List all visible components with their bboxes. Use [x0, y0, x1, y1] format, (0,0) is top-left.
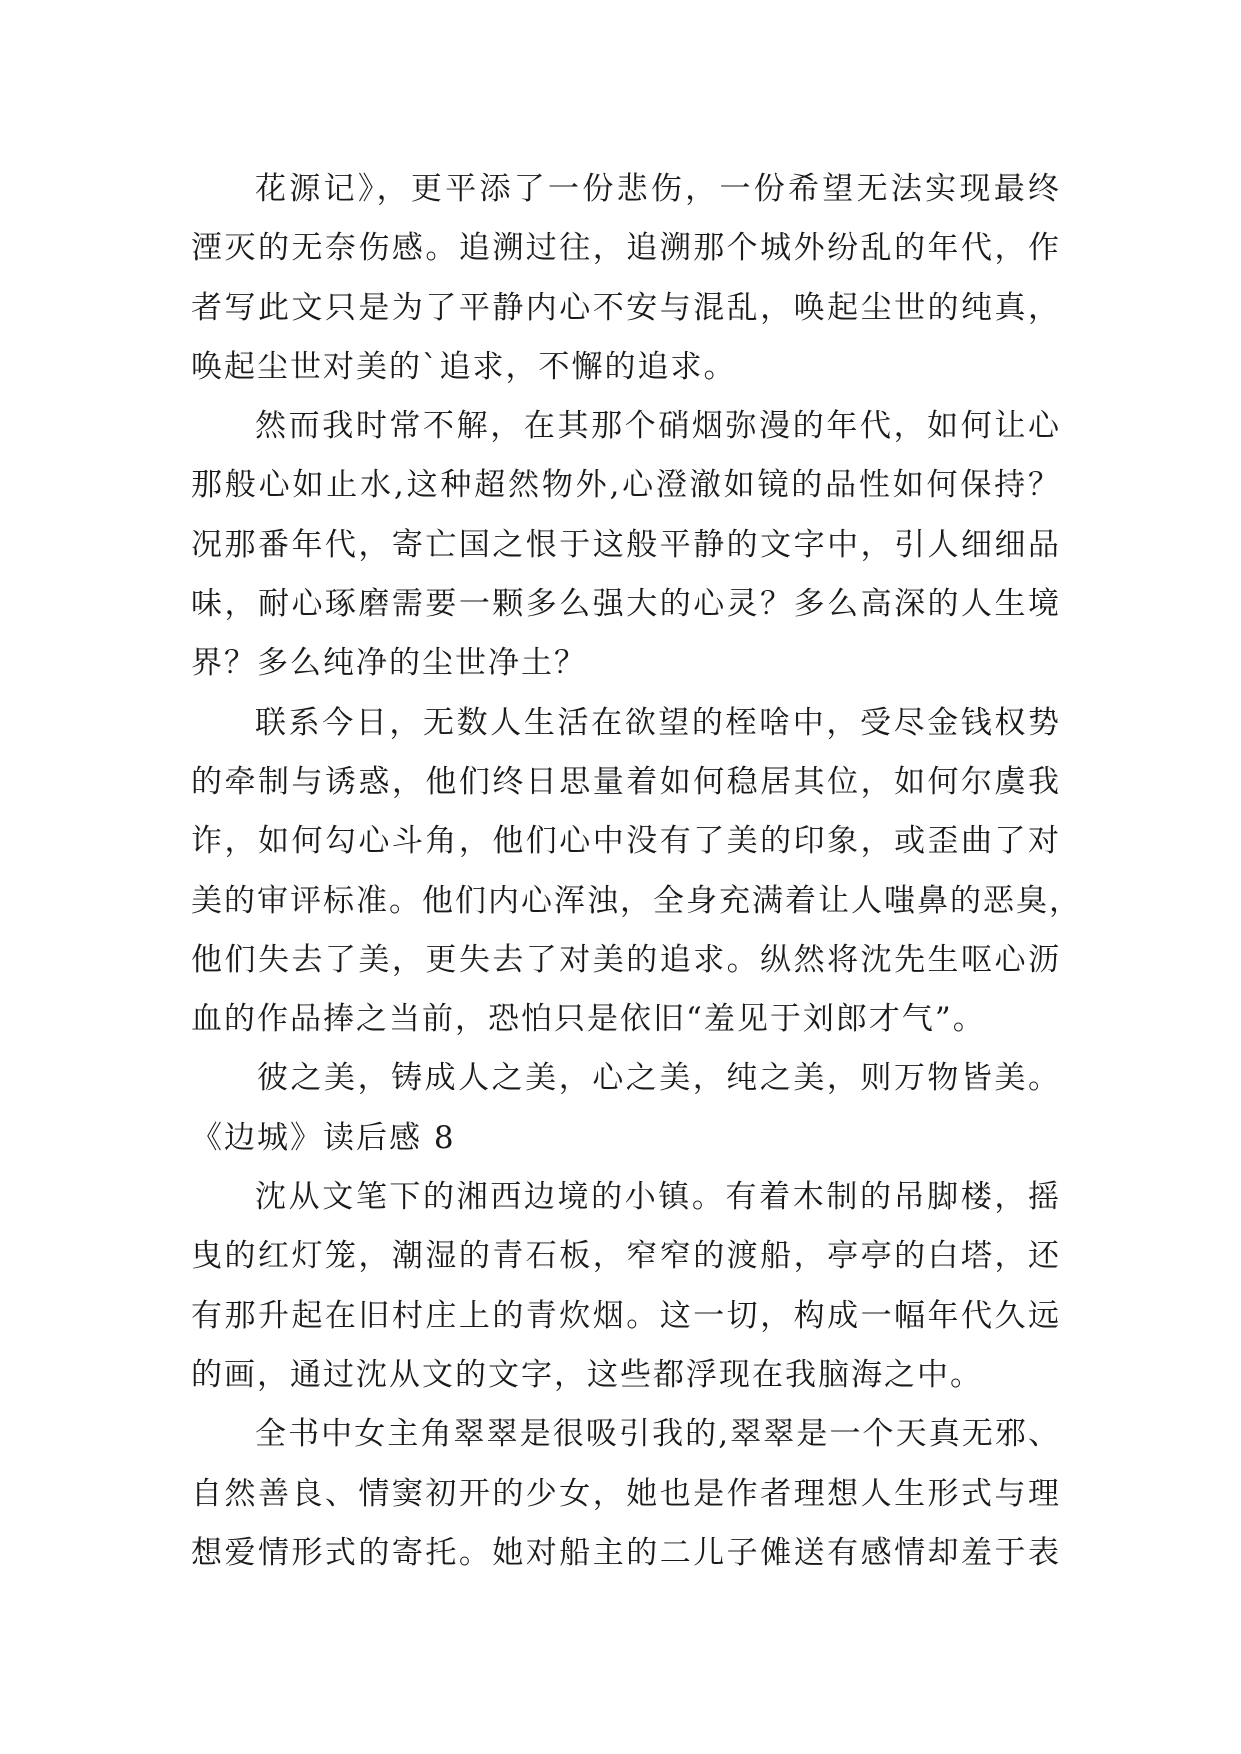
text-line: 曳的红灯笼，潮湿的青石板，窄窄的渡船，亭亭的白塔，还 — [191, 1238, 1061, 1275]
text-line: 况那番年代，寄亡国之恨于这般平静的文字中，引人细细品 — [191, 526, 1061, 563]
text-line: 美的审评标准。他们内心浑浊，全身充满着让人嗤鼻的恶臭， — [191, 882, 1082, 919]
paragraph-first-line: 沈从文笔下的湘西边境的小镇。有着木制的吊脚楼，摇 — [255, 1179, 1061, 1216]
document-body — [191, 160, 1082, 1583]
text-line: 的牵制与诱惑，他们终日思量着如何稳居其位，如何尔虞我 — [191, 763, 1061, 800]
text-line: 诈，如何勾心斗角，他们心中没有了美的印象，或歪曲了对 — [191, 823, 1061, 860]
text-line: 味，耐心琢磨需要一颗多么强大的心灵？多么高深的人生境 — [191, 586, 1061, 623]
text-line: 想爱情形式的寄托。她对船主的二儿子傩送有感情却羞于表 — [191, 1534, 1061, 1571]
paragraph-first-line: 全书中女主角翠翠是很吸引我的,翠翠是一个天真无邪、 — [255, 1416, 1061, 1453]
text-line: 他们失去了美，更失去了对美的追求。纵然将沈先生呕心沥 — [191, 941, 1061, 978]
text-line: 唤起尘世对美的`追求，不懈的追求。 — [191, 348, 737, 385]
paragraph-first-line: 彼之美，铸成人之美，心之美，纯之美，则万物皆美。 — [257, 1060, 1061, 1097]
text-line: 的画，通过沈从文的文字，这些都浮现在我脑海之中。 — [191, 1356, 983, 1393]
paragraph-first-line: 然而我时常不解，在其那个硝烟弥漫的年代，如何让心 — [255, 408, 1061, 445]
text-line: 湮灭的无奈伤感。追溯过往，追溯那个城外纷乱的年代，作 — [191, 230, 1061, 267]
text-line: 者写此文只是为了平静内心不安与混乱，唤起尘世的纯真， — [191, 289, 1061, 326]
text-line: 那般心如止水,这种超然物外,心澄澈如镜的品性如何保持？ — [191, 467, 1061, 504]
paragraph-first-line: 联系今日，无数人生活在欲望的桎啥中，受尽金钱权势 — [255, 704, 1061, 741]
text-line: 花源记》，更平添了一份悲伤，一份希望无法实现最终 — [255, 171, 1061, 207]
text-line: 界？多么纯净的尘世净土？ — [191, 645, 587, 682]
section-heading: 《边城》读后感 8 — [191, 1119, 456, 1156]
text-line: 血的作品捧之当前，恐怕只是依旧“羞见于刘郎才气”。 — [191, 1001, 986, 1038]
text-line: 自然善良、情窦初开的少女，她也是作者理想人生形式与理 — [191, 1475, 1061, 1512]
text-line: 有那升起在旧村庄上的青炊烟。这一切，构成一幅年代久远 — [191, 1297, 1061, 1334]
